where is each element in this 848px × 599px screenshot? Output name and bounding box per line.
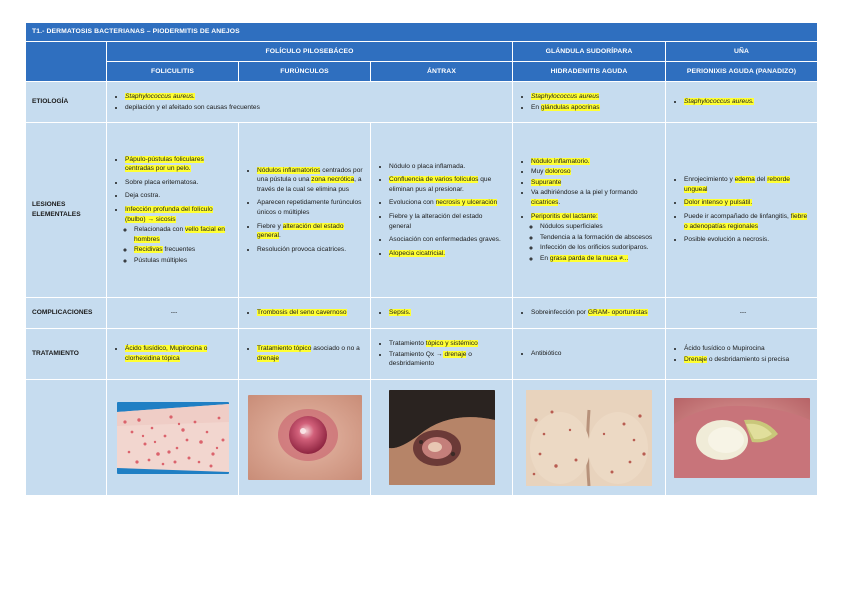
list-item-text: Evoluciona con xyxy=(389,199,436,207)
list-item xyxy=(134,256,232,266)
corner-header-cell xyxy=(26,42,106,81)
list-item xyxy=(684,198,811,208)
column-header-perionixis xyxy=(666,62,817,81)
highlighted-text: drenaje xyxy=(442,350,467,358)
list-item-text: Pústulas múltiples xyxy=(134,256,188,264)
list-item-text: Sobre placa eritematosa. xyxy=(125,178,199,186)
list-item xyxy=(125,155,232,174)
highlighted-text: sicosis xyxy=(153,215,176,223)
table-title-text: T1.- DERMATOSIS BACTERIANAS – PIODERMITIS DE ANEJOS xyxy=(32,28,240,36)
dermatosis-table xyxy=(26,23,812,488)
lesiones-antrax-cell xyxy=(371,123,512,297)
group-header-foliculo-label: FOLÍCULO PILOSEBÁCEO xyxy=(265,47,354,55)
group-header-glandula xyxy=(513,42,665,61)
list-item-text: Tratamiento xyxy=(389,340,426,348)
lesiones-hidradenitis-cell xyxy=(513,123,665,297)
list-item xyxy=(684,97,754,107)
highlighted-text: cicatrices xyxy=(531,198,559,206)
list-item xyxy=(540,243,659,253)
complicaciones-furunculos-cell xyxy=(239,298,370,328)
list-item-text: Enrojecimiento y xyxy=(684,176,735,184)
list-item-text: Resolución provoca cicatrices. xyxy=(257,245,347,253)
list-item-text: del xyxy=(754,176,768,184)
photo-panadizo xyxy=(674,398,810,478)
tratamiento-furunculos-list xyxy=(248,343,364,364)
complicaciones-perionixis-cell xyxy=(666,298,817,328)
list-item xyxy=(531,188,659,207)
list-item-text: o desbridamiento xyxy=(389,350,472,368)
list-item xyxy=(540,233,659,243)
highlighted-text: Supurante xyxy=(531,178,562,186)
highlighted-text: Periporitis del lactante: xyxy=(531,212,598,220)
image-row-label-cell xyxy=(26,380,106,495)
row-label-tratamiento-text: TRATAMIENTO xyxy=(32,350,79,358)
lesiones-antrax-list xyxy=(380,161,506,259)
tratamiento-furunculos-cell xyxy=(239,329,370,379)
list-item xyxy=(134,245,232,255)
etiologia-foliculo-list xyxy=(116,91,260,113)
etiologia-foliculo-cell xyxy=(107,82,512,122)
row-label-lesiones-line1: LESIONES xyxy=(32,201,66,209)
list-item xyxy=(389,175,506,194)
tratamiento-antrax-cell xyxy=(371,329,512,379)
list-item xyxy=(125,178,232,188)
arrow-icon: → xyxy=(436,350,443,358)
empty-value: --- xyxy=(170,309,178,317)
tratamiento-hidradenitis-cell xyxy=(513,329,665,379)
list-item xyxy=(531,178,659,188)
list-item xyxy=(389,308,411,318)
row-label-lesiones-line2: ELEMENTALES xyxy=(32,211,81,218)
list-item-text: En xyxy=(540,254,550,262)
image-cell-furunculos xyxy=(239,380,370,495)
list-item-text: que eliminan pus al presionar. xyxy=(389,176,492,193)
group-header-glandula-label: GLÁNDULA SUDORÍPARA xyxy=(545,47,633,55)
list-item xyxy=(531,349,561,359)
highlighted-text: Recidivas xyxy=(134,246,163,254)
lesiones-perionixis-cell xyxy=(666,123,817,297)
list-item xyxy=(684,355,789,365)
list-item xyxy=(531,212,659,264)
list-item-text: o desbridamiento si precisa xyxy=(707,355,790,363)
highlighted-text: Dolor intenso y pulsátil. xyxy=(684,199,753,207)
list-item-text: Tendencia a la formación de abscesos xyxy=(540,233,653,241)
list-item xyxy=(531,308,648,318)
column-header-foliculitis xyxy=(107,62,238,81)
highlighted-text: ... xyxy=(622,254,629,262)
list-item-text: Antibiótico xyxy=(531,350,562,358)
list-item-text: Relacionada con xyxy=(134,226,185,234)
highlighted-text: zona necrótica xyxy=(311,176,355,184)
tratamiento-hidradenitis-list xyxy=(522,348,561,360)
list-item-text: . xyxy=(558,198,561,206)
column-header-perionixis-label: PERIONIXIS AGUDA (PANADIZO) xyxy=(686,67,797,75)
arrow-icon: → xyxy=(147,215,154,223)
row-label-lesiones xyxy=(26,123,106,297)
tratamiento-foliculitis-cell xyxy=(107,329,238,379)
highlighted-text: necrosis y ulceración xyxy=(435,199,498,207)
column-header-antrax-label: ÁNTRAX xyxy=(427,67,456,75)
tratamiento-foliculitis-list xyxy=(116,343,232,364)
lesiones-perionixis-list xyxy=(675,174,811,245)
list-item xyxy=(125,103,260,113)
list-item xyxy=(531,92,600,102)
list-item-text: . xyxy=(279,232,281,240)
list-item-text: Deja costra. xyxy=(125,192,161,200)
column-header-antrax xyxy=(371,62,512,81)
column-header-furunculos xyxy=(239,62,370,81)
group-header-una xyxy=(666,42,817,61)
complicaciones-antrax-cell xyxy=(371,298,512,328)
table-title xyxy=(26,23,817,41)
list-item-text: Puede ir acompañado de linfangitis, xyxy=(684,213,791,220)
column-header-hidradenitis xyxy=(513,62,665,81)
list-item-text: , a través de la cual se elimina pus xyxy=(257,176,362,193)
list-item xyxy=(257,245,364,255)
highlighted-text: alteración del estado general xyxy=(257,222,344,240)
list-item xyxy=(389,162,506,172)
row-label-etiologia-text: ETIOLOGÍA xyxy=(32,98,69,106)
highlighted-text: Staphylococcus aureus. xyxy=(684,98,755,106)
list-item xyxy=(389,198,506,208)
list-item xyxy=(125,191,232,201)
highlighted-text: Infección profunda del folículo (bulbo) xyxy=(125,205,213,223)
lesiones-foliculitis-cell xyxy=(107,123,238,297)
row-label-complicaciones xyxy=(26,298,106,328)
photo-furunculo xyxy=(248,395,362,480)
tratamiento-perionixis-cell xyxy=(666,329,817,379)
sublist xyxy=(125,225,232,265)
list-item-text: depilación y el afeitado son causas frecuentes xyxy=(125,103,260,111)
list-item xyxy=(125,205,232,265)
highlighted-text: doloroso xyxy=(545,168,571,176)
photo-foliculitis xyxy=(117,402,229,474)
list-item xyxy=(389,339,506,349)
list-item-text: Tratamiento Qx xyxy=(389,350,437,358)
highlighted-text: glándulas apocrinas xyxy=(540,103,600,111)
list-item xyxy=(531,157,659,167)
empty-value: --- xyxy=(739,309,747,317)
list-item-text: Aparecen repetidamente furúnculos únicos o múltiples xyxy=(257,199,362,216)
list-item xyxy=(684,344,789,354)
list-item-text: Posible evolución a necrosis. xyxy=(684,236,770,244)
list-item-text: Va adhiriéndose a la piel y formando xyxy=(531,189,638,197)
highlighted-text: tópico y sistémico xyxy=(425,340,478,348)
list-item-text: Nódulo o placa inflamada. xyxy=(389,162,466,170)
etiologia-una-cell xyxy=(666,82,817,122)
list-item-text: Infección de los orificios sudoríparos. xyxy=(540,244,649,252)
tratamiento-antrax-list xyxy=(380,338,506,370)
highlighted-text: Pápulo-pústulas foliculares centradas por un pelo. xyxy=(125,155,204,173)
sublist xyxy=(531,222,659,263)
tratamiento-perionixis-list xyxy=(675,343,789,365)
list-item xyxy=(257,222,364,241)
list-item-text: Muy xyxy=(531,168,546,176)
list-item xyxy=(257,308,347,318)
complicaciones-furunculos-list xyxy=(248,307,347,319)
photo-antrax xyxy=(389,390,495,485)
column-header-foliculitis-label: FOLICULITIS xyxy=(150,67,194,75)
highlighted-text: drenaje xyxy=(257,355,279,362)
group-header-foliculo xyxy=(107,42,512,61)
list-item-text: Nódulos superficiales xyxy=(540,223,603,231)
highlighted-text: Sepsis. xyxy=(389,309,411,317)
etiologia-glandula-cell xyxy=(513,82,665,122)
list-item xyxy=(684,235,811,245)
highlighted-text: Nódulos inflamatorios xyxy=(257,166,321,174)
list-item-text: frecuentes xyxy=(162,246,196,254)
image-cell-antrax xyxy=(371,380,512,495)
lesiones-foliculitis-list xyxy=(116,154,232,266)
highlighted-text: vello facial en hombres xyxy=(134,226,225,243)
list-item-text: Fiebre y la alteración del estado general xyxy=(389,213,483,230)
list-item-text: centrados por una pústula o una xyxy=(257,166,363,184)
lesiones-furunculos-cell xyxy=(239,123,370,297)
list-item xyxy=(684,175,811,194)
group-header-una-label: UÑA xyxy=(733,47,750,55)
highlighted-text: reborde ungueal xyxy=(684,176,790,193)
etiologia-una-list xyxy=(675,96,754,108)
list-item xyxy=(134,225,232,244)
list-item xyxy=(684,212,811,231)
list-item-text: Fiebre y xyxy=(257,222,283,230)
list-item-text: Ácido fusídico o Mupirocina xyxy=(684,344,765,352)
row-label-etiologia xyxy=(26,82,106,122)
highlighted-text: GRAM- oportunistas xyxy=(587,309,648,317)
row-label-complicaciones-text: COMPLICACIONES xyxy=(32,309,93,317)
highlighted-text: Staphylococcus aureus xyxy=(531,92,600,100)
list-item xyxy=(531,103,600,113)
list-item-text: Asociación con enfermedades graves. xyxy=(389,236,501,244)
list-item-text: Sobreinfección por xyxy=(531,309,588,317)
highlighted-text: Trombosis del seno cavernoso xyxy=(257,309,347,317)
list-item-text: asociado o no a xyxy=(311,345,360,353)
highlighted-text: fiebre o adenopatías regionales xyxy=(684,213,808,230)
image-cell-hidradenitis xyxy=(513,380,665,495)
image-cell-perionixis xyxy=(666,380,817,495)
list-item xyxy=(389,212,506,231)
list-item xyxy=(125,344,232,363)
list-item xyxy=(257,166,364,195)
photo-hidradenitis xyxy=(526,390,652,486)
list-item xyxy=(257,198,364,217)
complicaciones-hidradenitis-list xyxy=(522,307,648,319)
etiologia-glandula-list xyxy=(522,91,600,113)
list-item xyxy=(540,222,659,232)
highlighted-text: edema xyxy=(734,176,755,184)
column-header-hidradenitis-label: HIDRADENITIS AGUDA xyxy=(550,67,628,75)
complicaciones-antrax-list xyxy=(380,307,411,319)
highlighted-text: Drenaje xyxy=(684,355,708,363)
highlighted-text: Ácido fusídico, Mupirocina o clorhexidina tópica xyxy=(125,345,208,362)
image-cell-foliculitis xyxy=(107,380,238,495)
highlighted-text: grasa parda de la nuca ≠ xyxy=(549,254,623,262)
complicaciones-hidradenitis-cell xyxy=(513,298,665,328)
list-item xyxy=(540,254,659,264)
lesiones-hidradenitis-list xyxy=(522,156,659,264)
highlighted-text: Nódulo inflamatorio. xyxy=(531,157,590,165)
highlighted-text: Confluencia de varios folículos xyxy=(389,176,479,184)
column-header-furunculos-label: FURÚNCULOS xyxy=(280,67,329,75)
list-item xyxy=(125,92,260,102)
highlighted-text: Tratamiento tópico xyxy=(257,345,312,353)
list-item xyxy=(531,167,659,177)
highlighted-text: Alopecia cicatricial. xyxy=(389,249,446,257)
list-item xyxy=(389,249,506,259)
row-label-tratamiento xyxy=(26,329,106,379)
highlighted-text: Staphylococcus aureus. xyxy=(125,92,196,100)
list-item xyxy=(389,235,506,245)
complicaciones-foliculitis-cell xyxy=(107,298,238,328)
list-item xyxy=(389,350,506,369)
list-item xyxy=(257,344,364,363)
lesiones-furunculos-list xyxy=(248,165,364,255)
list-item-text: En xyxy=(531,103,541,111)
